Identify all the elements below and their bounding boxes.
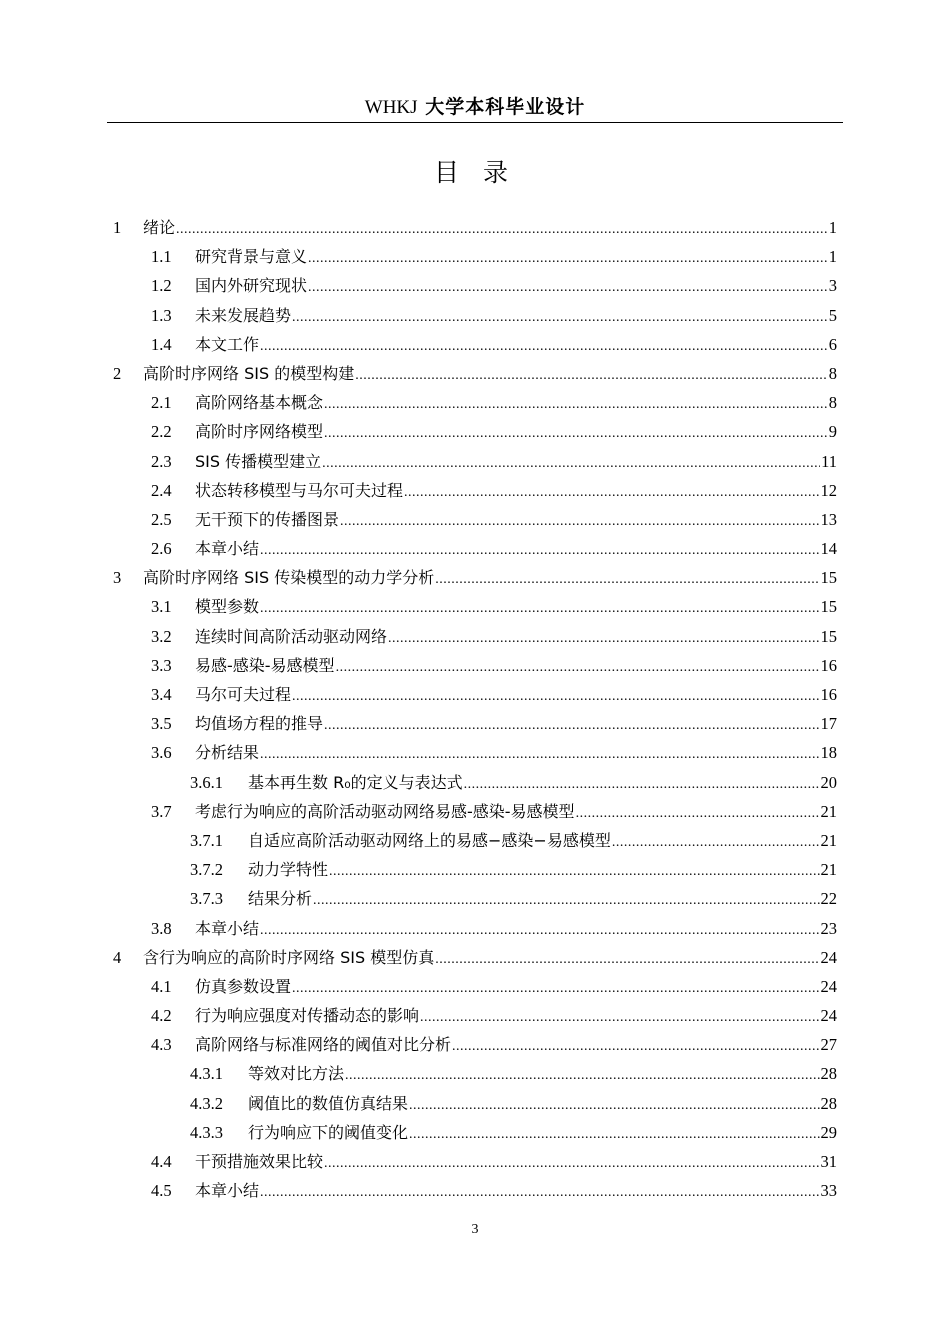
toc-entry-number: 4.5 <box>151 1181 172 1201</box>
toc-entry[interactable] <box>113 359 837 388</box>
toc-entry-title: 本文工作 <box>195 334 260 354</box>
toc-dot-leader <box>420 1003 819 1032</box>
toc-entry-page: 12 <box>820 480 837 500</box>
toc-entry-title: 高阶时序网络 SIS 传染模型的动力学分析 <box>143 568 435 588</box>
toc-entry-page: 15 <box>820 626 837 646</box>
toc-entry-number: 3.7.3 <box>190 889 223 909</box>
toc-entry-page: 28 <box>820 1093 837 1113</box>
toc-dot-leader <box>176 215 828 244</box>
toc-entry-title: 本章小结 <box>195 539 260 559</box>
toc-entry-title: 分析结果 <box>195 743 260 763</box>
toc-entry-title: 结果分析 <box>248 889 313 909</box>
toc-entry-title: 高阶网络与标准网络的阈值对比分析 <box>195 1035 452 1055</box>
toc-entry-title: 考虑行为响应的高阶活动驱动网络易感-感染-易感模型 <box>195 801 575 821</box>
toc-entry[interactable] <box>113 768 837 797</box>
toc-entry[interactable] <box>113 301 837 330</box>
toc-entry-number: 2.1 <box>151 393 172 413</box>
toc-entry-page: 31 <box>820 1152 837 1171</box>
toc-entry-number: 1 <box>113 218 122 237</box>
toc-entry-number: 3.4 <box>151 685 172 704</box>
toc-entry-number: 3.5 <box>151 714 172 734</box>
toc-entry-title: 高阶时序网络模型 <box>195 422 324 442</box>
toc-entry-number: 2 <box>113 363 122 383</box>
toc-entry-number: 1.2 <box>151 276 172 296</box>
table-of-contents <box>113 213 837 1205</box>
toc-entry[interactable] <box>113 622 837 651</box>
toc-dot-leader <box>324 711 819 740</box>
toc-title: 目 录 <box>434 158 516 187</box>
toc-entry[interactable] <box>113 826 837 855</box>
toc-entry-title: 本章小结 <box>195 918 260 938</box>
toc-entry-page: 6 <box>828 334 837 354</box>
toc-entry-page: 5 <box>828 305 837 325</box>
toc-entry-page: 8 <box>828 393 837 413</box>
toc-entry-page: 23 <box>820 918 837 938</box>
toc-dot-leader <box>612 828 820 857</box>
toc-entry-number: 3.1 <box>151 597 172 617</box>
toc-dot-leader <box>260 740 819 769</box>
toc-entry-number: 4.4 <box>151 1152 172 1171</box>
toc-entry-number: 2.4 <box>151 480 172 500</box>
header-brand: WHKJ <box>364 97 418 118</box>
toc-dot-leader <box>409 1091 819 1120</box>
toc-entry-page: 13 <box>820 509 837 529</box>
toc-entry[interactable] <box>113 447 837 476</box>
toc-entry-title: 动力学特性 <box>248 860 329 880</box>
toc-entry-page: 16 <box>820 655 837 675</box>
toc-entry-page: 22 <box>820 889 837 909</box>
toc-entry[interactable] <box>113 680 837 709</box>
toc-entry-number: 3 <box>113 568 122 588</box>
toc-entry[interactable] <box>113 943 837 972</box>
toc-entry[interactable] <box>113 271 837 300</box>
page-number: 3 <box>471 1222 479 1237</box>
toc-dot-leader <box>404 478 819 507</box>
toc-entry-title: 易感-感染-易感模型 <box>195 655 335 675</box>
toc-entry[interactable] <box>113 1176 837 1205</box>
toc-dot-leader <box>324 390 828 419</box>
toc-entry-title: SIS 传播模型建立 <box>195 451 322 471</box>
toc-entry-page: 15 <box>820 568 837 588</box>
toc-entry-number: 2.6 <box>151 539 172 559</box>
toc-entry-number: 4.3.2 <box>190 1093 223 1113</box>
toc-entry-number: 2.5 <box>151 509 172 529</box>
toc-entry-page: 17 <box>820 714 837 734</box>
toc-dot-leader <box>313 886 819 915</box>
toc-entry-title: 仿真参数设置 <box>195 976 292 996</box>
toc-entry-page: 27 <box>820 1035 837 1055</box>
toc-entry-page: 21 <box>820 830 837 850</box>
toc-entry-title: 干预措施效果比较 <box>195 1152 324 1171</box>
toc-dot-leader <box>324 1149 819 1178</box>
toc-entry-title: 马尔可夫过程 <box>195 685 292 704</box>
header-title: 大学本科毕业设计 <box>425 96 586 118</box>
page-header <box>107 92 843 122</box>
toc-dot-leader <box>576 799 820 828</box>
toc-entry-number: 3.6 <box>151 743 172 763</box>
toc-entry-page: 24 <box>820 947 837 967</box>
toc-entry-number: 3.6.1 <box>190 772 223 792</box>
toc-entry[interactable] <box>113 388 837 417</box>
toc-entry-number: 3.8 <box>151 918 172 938</box>
toc-entry-page: 33 <box>820 1181 837 1201</box>
toc-entry-page: 9 <box>828 422 837 442</box>
toc-entry[interactable] <box>113 1118 837 1147</box>
toc-entry[interactable] <box>113 330 837 359</box>
toc-entry-page: 18 <box>820 743 837 763</box>
toc-entry-page: 16 <box>820 685 837 704</box>
toc-dot-leader <box>336 653 820 682</box>
toc-entry-number: 1.3 <box>151 305 172 325</box>
toc-entry[interactable] <box>113 914 837 943</box>
toc-entry-number: 4 <box>113 947 122 967</box>
toc-dot-leader <box>435 945 819 974</box>
toc-entry-page: 20 <box>820 772 837 792</box>
toc-entry[interactable] <box>113 709 837 738</box>
toc-entry-number: 1.1 <box>151 247 172 267</box>
toc-entry[interactable] <box>113 1089 837 1118</box>
toc-dot-leader <box>355 361 828 390</box>
toc-entry[interactable] <box>113 1059 837 1088</box>
toc-entry[interactable] <box>113 1147 837 1176</box>
toc-dot-leader <box>308 273 828 302</box>
toc-dot-leader <box>292 974 819 1003</box>
toc-entry-page: 14 <box>820 539 837 559</box>
toc-dot-leader <box>452 1032 819 1061</box>
toc-dot-leader <box>260 1178 819 1207</box>
toc-dot-leader <box>345 1061 819 1090</box>
toc-entry[interactable] <box>113 213 837 242</box>
toc-entry-title: 本章小结 <box>195 1181 260 1201</box>
toc-entry-number: 4.1 <box>151 976 172 996</box>
toc-dot-leader <box>322 449 820 478</box>
toc-entry[interactable] <box>113 972 837 1001</box>
toc-entry[interactable] <box>113 797 837 826</box>
toc-entry-title: 无干预下的传播图景 <box>195 509 340 529</box>
toc-dot-leader <box>435 565 819 594</box>
toc-entry-page: 24 <box>820 976 837 996</box>
toc-entry-number: 1.4 <box>151 334 172 354</box>
toc-entry-title: 基本再生数 R₀的定义与表达式 <box>248 772 463 792</box>
toc-dot-leader <box>409 1120 819 1149</box>
toc-entry[interactable] <box>113 476 837 505</box>
toc-entry-page: 21 <box>820 801 837 821</box>
toc-dot-leader <box>329 857 819 886</box>
toc-entry-page: 3 <box>828 276 837 296</box>
toc-entry-page: 1 <box>828 218 837 237</box>
toc-entry-page: 8 <box>828 363 837 383</box>
toc-entry-page: 15 <box>820 597 837 617</box>
toc-entry-title: 绪论 <box>143 218 176 237</box>
toc-entry[interactable] <box>113 417 837 446</box>
toc-entry-number: 4.3.3 <box>190 1122 223 1142</box>
toc-dot-leader <box>260 594 819 623</box>
toc-entry-number: 3.2 <box>151 626 172 646</box>
toc-entry[interactable] <box>113 1001 837 1030</box>
toc-dot-leader <box>292 303 828 332</box>
toc-entry[interactable] <box>113 534 837 563</box>
toc-entry-page: 21 <box>820 860 837 880</box>
toc-dot-leader <box>388 624 819 653</box>
toc-entry-title: 国内外研究现状 <box>195 276 308 296</box>
toc-entry-title: 未来发展趋势 <box>195 305 292 325</box>
toc-entry-number: 3.7.1 <box>190 830 223 850</box>
toc-entry-title: 行为响应下的阈值变化 <box>248 1122 409 1142</box>
header-rule <box>107 122 843 123</box>
toc-entry-page: 24 <box>820 1006 837 1026</box>
toc-entry-title: 高阶网络基本概念 <box>195 393 324 413</box>
toc-entry-number: 3.7 <box>151 801 172 821</box>
toc-dot-leader <box>340 507 819 536</box>
toc-dot-leader <box>292 682 819 711</box>
toc-dot-leader <box>308 244 828 273</box>
toc-entry-title: 状态转移模型与马尔可夫过程 <box>195 480 404 500</box>
toc-entry-number: 4.2 <box>151 1006 172 1026</box>
toc-entry-number: 2.2 <box>151 422 172 442</box>
toc-dot-leader <box>260 536 819 565</box>
toc-entry-number: 3.3 <box>151 655 172 675</box>
toc-dot-leader <box>260 332 828 361</box>
toc-entry-title: 阈值比的数值仿真结果 <box>248 1093 409 1113</box>
toc-dot-leader <box>324 419 828 448</box>
toc-entry[interactable] <box>113 738 837 767</box>
toc-entry[interactable] <box>113 855 837 884</box>
toc-entry-page: 11 <box>821 451 837 471</box>
toc-entry-title: 等效对比方法 <box>248 1064 345 1084</box>
toc-entry[interactable] <box>113 592 837 621</box>
toc-entry-title: 自适应高阶活动驱动网络上的易感−感染−易感模型 <box>248 830 611 850</box>
toc-entry-title: 连续时间高阶活动驱动网络 <box>195 626 388 646</box>
toc-entry-number: 2.3 <box>151 451 172 471</box>
toc-entry-number: 4.3.1 <box>190 1064 223 1084</box>
toc-entry-page: 28 <box>820 1064 837 1084</box>
toc-entry-number: 3.7.2 <box>190 860 223 880</box>
toc-entry[interactable] <box>113 563 837 592</box>
toc-entry-title: 高阶时序网络 SIS 的模型构建 <box>143 363 355 383</box>
toc-entry-page: 1 <box>828 247 837 267</box>
toc-entry-title: 均值场方程的推导 <box>195 714 324 734</box>
toc-entry-title: 研究背景与意义 <box>195 247 308 267</box>
toc-entry-title: 模型参数 <box>195 597 260 617</box>
toc-dot-leader <box>260 916 819 945</box>
toc-entry[interactable] <box>113 242 837 271</box>
toc-entry[interactable] <box>113 1030 837 1059</box>
toc-entry[interactable] <box>113 505 837 534</box>
toc-entry-number: 4.3 <box>151 1035 172 1055</box>
toc-entry-title: 行为响应强度对传播动态的影响 <box>195 1006 420 1026</box>
toc-entry[interactable] <box>113 884 837 913</box>
toc-entry[interactable] <box>113 651 837 680</box>
toc-entry-page: 29 <box>820 1122 837 1142</box>
toc-entry-title: 含行为响应的高阶时序网络 SIS 模型仿真 <box>143 947 435 967</box>
toc-dot-leader <box>464 770 820 799</box>
